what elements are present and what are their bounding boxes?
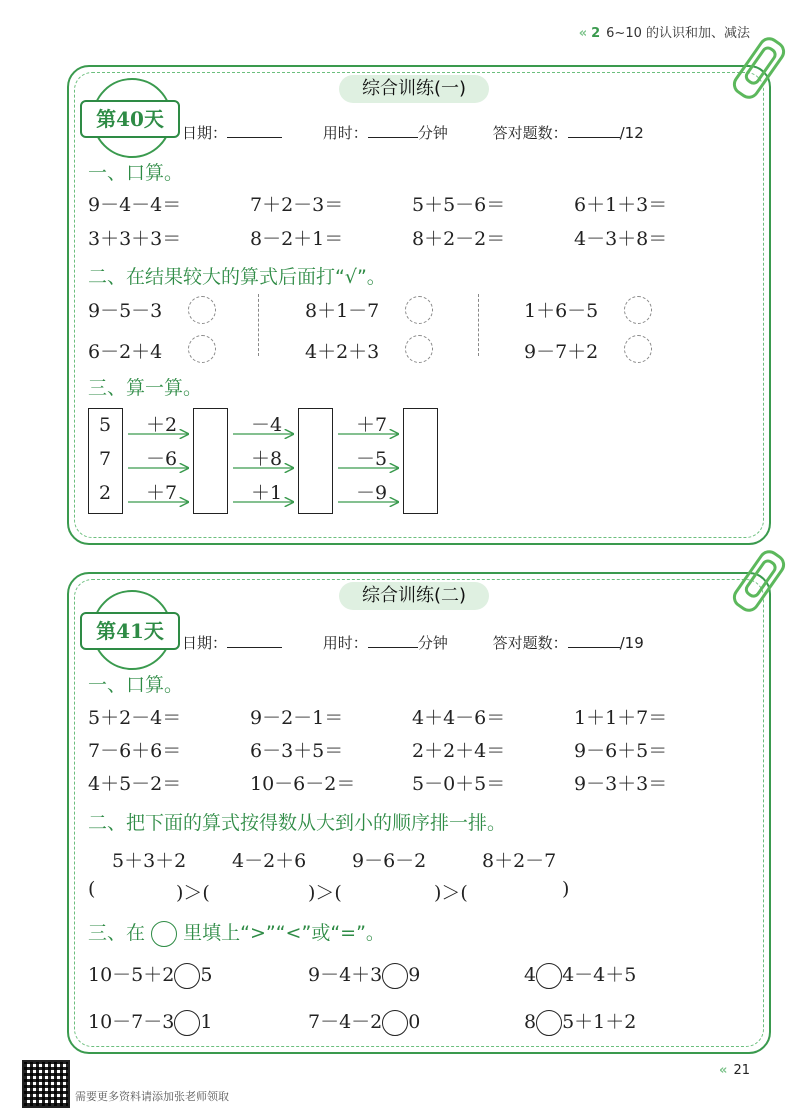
compare-left: 10－7－3 xyxy=(88,1011,175,1033)
compare-left: 10－5＋2 xyxy=(88,964,175,986)
correct-label: 答对题数： xyxy=(492,634,568,652)
equation[interactable]: 9－3＋3＝ xyxy=(574,773,668,795)
lesson-41-title: 综合训练(二) xyxy=(339,582,489,610)
compare-circle[interactable] xyxy=(382,963,408,989)
compare-item xyxy=(524,960,636,989)
compare-circle[interactable] xyxy=(382,1010,408,1036)
time-label: 用时： xyxy=(322,124,368,142)
date-field[interactable] xyxy=(227,633,282,648)
compare-left: 8 xyxy=(524,1011,537,1033)
section-title: 一、口算。 xyxy=(88,674,184,696)
equation[interactable]: 7－6＋6＝ xyxy=(88,740,182,762)
time-field[interactable] xyxy=(368,633,418,648)
total-count: /19 xyxy=(619,634,644,652)
compare-left: 7－4－2 xyxy=(308,1011,383,1033)
equation[interactable]: 5＋2－4＝ xyxy=(88,707,182,729)
minutes-label: 分钟 xyxy=(417,124,448,142)
equation[interactable]: 4－3＋8＝ xyxy=(574,228,668,250)
compare-circle[interactable] xyxy=(174,963,200,989)
compare-left: 4 xyxy=(524,964,537,986)
section-title: 二、把下面的算式按得数从大到小的顺序排一排。 xyxy=(88,812,507,834)
start-number: 7 xyxy=(99,448,112,470)
compare-circle[interactable] xyxy=(536,963,562,989)
order-bracket[interactable]: ( xyxy=(88,878,96,900)
expression: 9－6－2 xyxy=(352,850,427,872)
expression: 9－7＋2 xyxy=(524,341,599,363)
expression: 6－2＋4 xyxy=(88,341,163,363)
compare-right: 1 xyxy=(200,1011,213,1033)
operation-label: ＋2 xyxy=(146,414,178,436)
section-title: 三、算一算。 xyxy=(88,377,203,399)
section-title: 二、在结果较大的算式后面打“√”。 xyxy=(88,266,386,288)
operation-label: ＋1 xyxy=(251,482,283,504)
double-chevron-icon: « xyxy=(578,26,588,41)
equation[interactable]: 10－6－2＝ xyxy=(250,773,356,795)
qr-code xyxy=(22,1060,70,1108)
day-40-label: 第40天 xyxy=(80,100,180,138)
total-count: /12 xyxy=(619,124,644,142)
compare-item xyxy=(308,960,420,989)
equation[interactable]: 3＋3＋3＝ xyxy=(88,228,182,250)
section-title-part: 里填上“>”“<”或“=”。 xyxy=(183,922,385,944)
expression: 4＋2＋3 xyxy=(305,341,380,363)
order-bracket[interactable]: )＞( xyxy=(308,882,342,904)
compare-right: 9 xyxy=(408,964,421,986)
expression: 4－2＋6 xyxy=(232,850,307,872)
equation[interactable]: 9－2－1＝ xyxy=(250,707,344,729)
equation[interactable]: 2＋2＋4＝ xyxy=(412,740,506,762)
compare-right: 4－4＋5 xyxy=(562,964,637,986)
expression: 8＋2－7 xyxy=(482,850,557,872)
circle-icon xyxy=(151,921,177,947)
lesson-40-title: 综合训练(一) xyxy=(339,75,489,103)
equation[interactable]: 6－3＋5＝ xyxy=(250,740,344,762)
operation-label: －5 xyxy=(356,448,388,470)
equation[interactable]: 1＋1＋7＝ xyxy=(574,707,668,729)
chapter-title: 6~10 的认识和加、减法 xyxy=(606,26,750,41)
chapter-number: 2 xyxy=(591,26,601,41)
double-chevron-icon: « xyxy=(719,1063,728,1078)
time-label: 用时： xyxy=(322,634,368,652)
expression: 9－5－3 xyxy=(88,300,163,322)
equation[interactable]: 5＋5－6＝ xyxy=(412,194,506,216)
page-number xyxy=(719,1063,750,1078)
operation-label: ＋7 xyxy=(146,482,178,504)
order-bracket[interactable]: )＞( xyxy=(434,882,468,904)
compare-circle[interactable] xyxy=(174,1010,200,1036)
equation[interactable]: 9－6＋5＝ xyxy=(574,740,668,762)
correct-label: 答对题数： xyxy=(492,124,568,142)
equation[interactable]: 5－0＋5＝ xyxy=(412,773,506,795)
day-41-badge xyxy=(80,600,180,660)
compare-left: 9－4＋3 xyxy=(308,964,383,986)
compare-item xyxy=(88,960,212,989)
date-label: 日期： xyxy=(182,634,228,652)
date-label: 日期： xyxy=(182,124,228,142)
operation-label: －4 xyxy=(251,414,283,436)
order-bracket[interactable]: )＞( xyxy=(176,882,210,904)
footnote: 需要更多资料请添加张老师领取 xyxy=(75,1090,229,1103)
operation-label: ＋7 xyxy=(356,414,388,436)
operation-label: －9 xyxy=(356,482,388,504)
lesson-41-info xyxy=(182,632,644,653)
equation[interactable]: 4＋5－2＝ xyxy=(88,773,182,795)
compare-right: 0 xyxy=(408,1011,421,1033)
compare-circle[interactable] xyxy=(536,1010,562,1036)
equation[interactable]: 9－4－4＝ xyxy=(88,194,182,216)
compare-item xyxy=(524,1007,636,1036)
start-number: 5 xyxy=(99,414,112,436)
order-bracket[interactable]: ) xyxy=(562,878,570,900)
equation[interactable]: 7＋2－3＝ xyxy=(250,194,344,216)
equation[interactable]: 8－2＋1＝ xyxy=(250,228,344,250)
equation[interactable]: 6＋1＋3＝ xyxy=(574,194,668,216)
expression: 8＋1－7 xyxy=(305,300,380,322)
page-number-value: 21 xyxy=(733,1063,750,1078)
day-41-label: 第41天 xyxy=(80,612,180,650)
compare-item xyxy=(308,1007,420,1036)
operation-label: ＋8 xyxy=(251,448,283,470)
start-number: 2 xyxy=(99,482,112,504)
section-title xyxy=(88,918,385,947)
section-title: 一、口算。 xyxy=(88,162,184,184)
compare-right: 5＋1＋2 xyxy=(562,1011,637,1033)
expression: 1＋6－5 xyxy=(524,300,599,322)
section-title-part: 三、在 xyxy=(88,922,146,944)
equation[interactable]: 4＋4－6＝ xyxy=(412,707,506,729)
minutes-label: 分钟 xyxy=(417,634,448,652)
expression: 5＋3＋2 xyxy=(112,850,187,872)
operation-label: －6 xyxy=(146,448,178,470)
correct-field[interactable] xyxy=(568,633,620,648)
equation[interactable]: 8＋2－2＝ xyxy=(412,228,506,250)
compare-item xyxy=(88,1007,212,1036)
compare-right: 5 xyxy=(200,964,213,986)
